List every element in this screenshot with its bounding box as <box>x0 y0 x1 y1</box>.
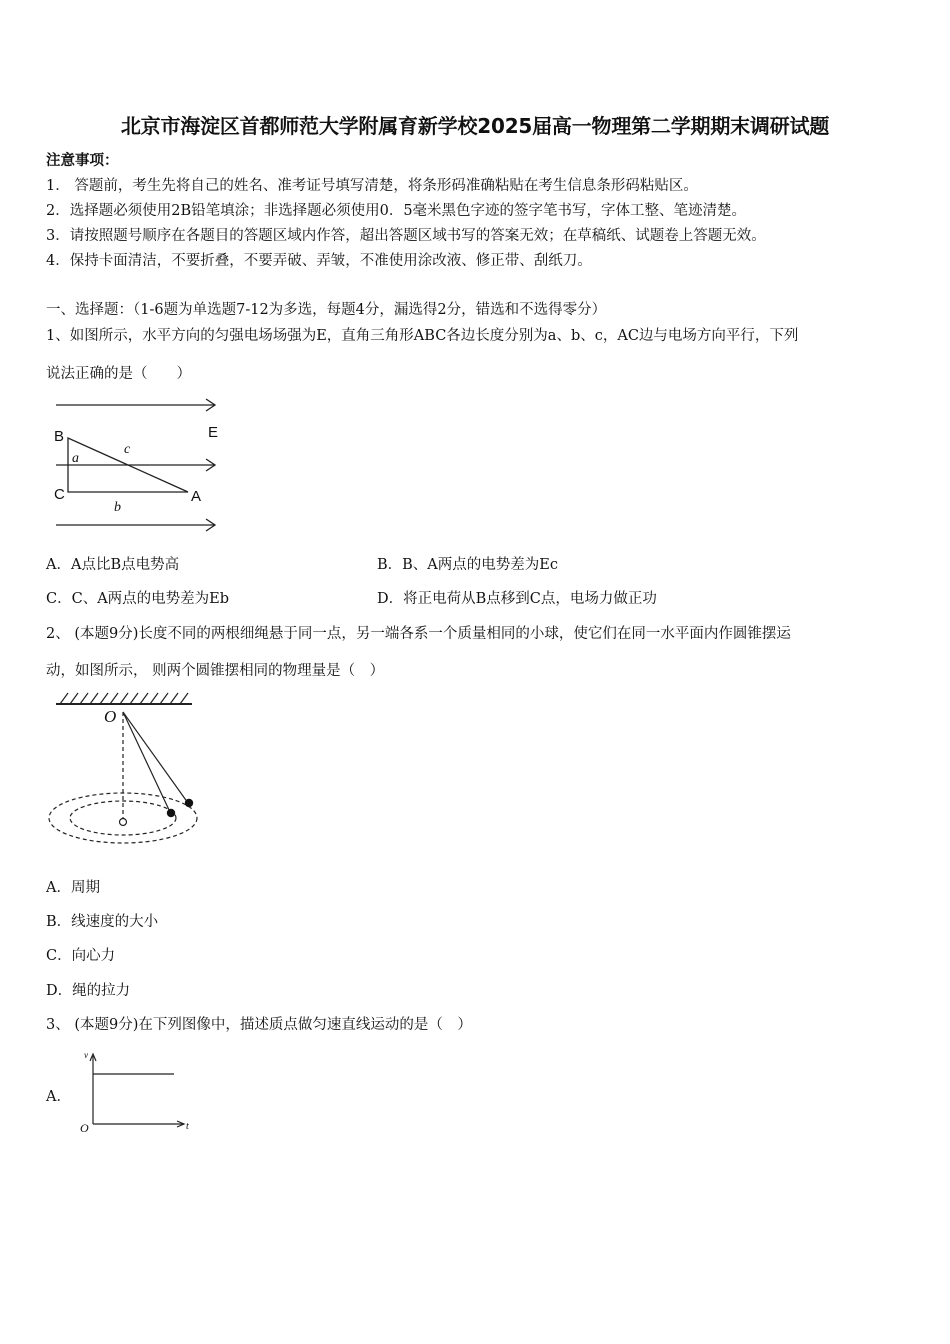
question-1-text-cont: 说法正确的是（ ） <box>46 366 191 382</box>
ceiling-hatch <box>60 693 188 704</box>
label-E: E <box>208 424 219 441</box>
label-v: v <box>84 1050 88 1060</box>
note-item-4: 4．保持卡面清洁，不要折叠，不要弄破、弄皱，不准使用涂改液、修正带、刮纸刀。 <box>46 253 592 269</box>
label-c: c <box>124 442 131 457</box>
label-B: B <box>54 428 65 445</box>
label-t: t <box>186 1121 189 1132</box>
note-item-1: 1． 答题前，考生先将自己的姓名、准考证号填写清楚，将条形码准确粘贴在考生信息条形码粘贴区。 <box>46 178 698 194</box>
string-long <box>123 712 188 803</box>
note-item-2: 2．选择题必须使用2B铅笔填涂；非选择题必须使用0．5毫米黑色字迹的签字笔书写，字体工整、笔迹清楚。 <box>46 203 747 219</box>
ball-inner <box>167 809 175 817</box>
label-origin: O <box>80 1121 89 1135</box>
label-b: b <box>114 500 121 515</box>
section-heading: 一、选择题：（1-6题为单选题7-12为多选，每题4分，漏选得2分，错选和不选得零分） <box>46 302 607 318</box>
ball-outer <box>185 799 193 807</box>
question-3-text: 3、 (本题9分)在下列图像中，描述质点做匀速直线运动的是（ ） <box>46 1017 472 1033</box>
q1-option-c: C．C、A两点的电势差为Eb <box>46 591 230 607</box>
note-item-3: 3．请按照题号顺序在各题目的答题区域内作答，超出答题区域书写的答案无效；在草稿纸、试题卷上答题无效。 <box>46 228 766 244</box>
figure-conical-pendulum <box>46 690 216 850</box>
label-a: a <box>72 451 79 466</box>
q2-option-b: B．线速度的大小 <box>46 914 159 930</box>
q1-option-b: B．B、A两点的电势差为Ec <box>377 557 558 573</box>
q2-option-d: D．绳的拉力 <box>46 983 131 999</box>
question-2-text-cont: 动，如图所示， 则两个圆锥摆相同的物理量是（ ） <box>46 663 385 679</box>
q3-option-a: A． <box>46 1089 71 1105</box>
q2-option-a: A．周期 <box>46 880 100 896</box>
q1-option-a: A．A点比B点电势高 <box>46 557 180 573</box>
notes-heading: 注意事项： <box>46 152 119 169</box>
q1-option-d: D．将正电荷从B点移到C点，电场力做正功 <box>377 591 657 607</box>
page-title: 北京市海淀区首都师范大学附属育新学校2025届高一物理第二学期期末调研试题 <box>120 114 830 138</box>
label-C: C <box>54 486 65 503</box>
orbit-center <box>120 819 127 826</box>
label-O: O <box>104 707 117 726</box>
label-A: A <box>191 488 202 505</box>
string-short <box>123 712 170 812</box>
question-1-text: 1、如图所示，水平方向的匀强电场场强为E，直角三角形ABC各边长度分别为a、b、c，AC边与电场方向平行，下列 <box>46 328 799 344</box>
q2-option-c: C．向心力 <box>46 948 116 964</box>
question-2-text: 2、 (本题9分)长度不同的两根细绳悬于同一点，另一端各系一个质量相同的小球，使它们在同一水平面内作圆锥摆运 <box>46 626 791 642</box>
figure-electric-field-triangle <box>46 395 226 535</box>
figure-vt-graph <box>78 1050 198 1135</box>
